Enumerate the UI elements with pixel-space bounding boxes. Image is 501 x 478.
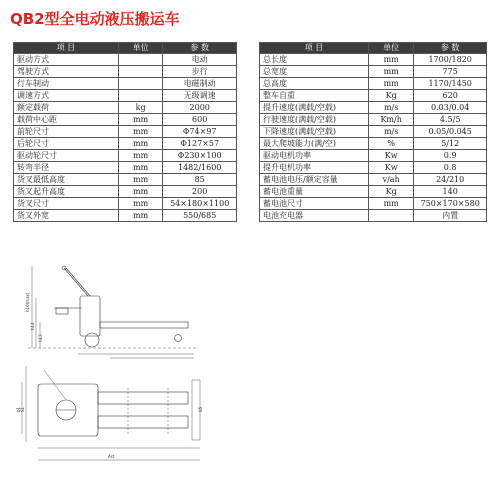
item-cell: 驱动电机功率 (260, 150, 369, 162)
side-view (28, 266, 198, 358)
value-cell: 0.05/0.045 (414, 126, 487, 138)
table-row (260, 162, 487, 174)
value-cell: Φ74×97 (163, 126, 237, 138)
item-cell: 最大爬坡能力(满/空) (260, 138, 369, 150)
item-cell: 蓄电池尺寸 (260, 198, 369, 210)
table-row (260, 198, 487, 210)
page-title: QB2型全电动液压搬运车 (10, 10, 180, 28)
item-cell: 货叉尺寸 (14, 198, 119, 210)
table-row (260, 78, 487, 90)
top-view (22, 366, 200, 460)
item-cell: 整车自重 (260, 90, 369, 102)
value-cell: 775 (414, 66, 487, 78)
value-cell: 5/12 (414, 138, 487, 150)
item-cell: 驱动方式 (14, 54, 119, 66)
column-header: 参 数 (163, 43, 237, 54)
item-cell: 总长度 (260, 54, 369, 66)
value-cell: 85 (163, 174, 237, 186)
unit-cell: m/s (368, 126, 413, 138)
table-row (14, 150, 237, 162)
item-cell: 行驶速度(满载/空载) (260, 114, 369, 126)
dim-label-h14: h14 (30, 322, 35, 330)
item-cell: 载荷中心距 (14, 114, 119, 126)
unit-cell: % (368, 138, 413, 150)
unit-cell: v/ah (368, 174, 413, 186)
item-cell: 驱动轮尺寸 (14, 150, 119, 162)
unit-cell: mm (118, 210, 163, 222)
unit-cell (368, 210, 413, 222)
table-row (260, 90, 487, 102)
table-row (14, 138, 237, 150)
dim-label-ast: Ast (108, 454, 115, 459)
value-cell: 0.8 (414, 162, 487, 174)
item-cell: 蓄电池电压/额定容量 (260, 174, 369, 186)
table-row (14, 66, 237, 78)
item-cell: 总高度 (260, 78, 369, 90)
table-row (14, 102, 237, 114)
unit-cell: mm (118, 186, 163, 198)
item-cell: 后轮尺寸 (14, 138, 119, 150)
item-cell: 货叉起升高度 (14, 186, 119, 198)
value-cell: 600 (163, 114, 237, 126)
unit-cell: Kg (368, 90, 413, 102)
value-cell: 24/210 (414, 174, 487, 186)
item-cell: 总宽度 (260, 66, 369, 78)
unit-cell: mm (368, 198, 413, 210)
value-cell: 电磁制动 (163, 78, 237, 90)
unit-cell (118, 66, 163, 78)
unit-cell: mm (118, 138, 163, 150)
left-spec-table (13, 42, 237, 222)
unit-cell: m/s (368, 102, 413, 114)
unit-cell: mm (118, 114, 163, 126)
value-cell: 550/685 (163, 210, 237, 222)
item-cell: 货叉外宽 (14, 210, 119, 222)
table-row (260, 186, 487, 198)
value-cell: 1170/1450 (414, 78, 487, 90)
table-row (14, 78, 237, 90)
value-cell: 无级调速 (163, 90, 237, 102)
dim-label-h13: h13 (38, 334, 43, 342)
table-header-row (14, 43, 237, 54)
value-cell: 1700/1820 (414, 54, 487, 66)
table-row (14, 162, 237, 174)
value-cell: 620 (414, 90, 487, 102)
item-cell: 提升速度(满载/空载) (260, 102, 369, 114)
value-cell: 2000 (163, 102, 237, 114)
value-cell: 电动 (163, 54, 237, 66)
item-cell: 下降速度(满载/空载) (260, 126, 369, 138)
right-spec-table (259, 42, 487, 222)
dim-label-b5: b5 (198, 406, 203, 412)
value-cell: 步行 (163, 66, 237, 78)
table-row (14, 90, 237, 102)
unit-cell (118, 54, 163, 66)
unit-cell: mm (368, 66, 413, 78)
column-header: 单位 (368, 43, 413, 54)
value-cell: Φ230×100 (163, 150, 237, 162)
column-header: 单位 (118, 43, 163, 54)
unit-cell: mm (118, 126, 163, 138)
unit-cell: Kw (368, 150, 413, 162)
table-row (260, 114, 487, 126)
value-cell: 4.5/5 (414, 114, 487, 126)
value-cell: 1482/1600 (163, 162, 237, 174)
table-row (14, 174, 237, 186)
dim-label-b1: b1 (16, 406, 21, 412)
table-row (260, 138, 487, 150)
table-row (260, 126, 487, 138)
dim-label-h16: h16(max) (25, 292, 30, 312)
table-row (14, 54, 237, 66)
table-row (260, 150, 487, 162)
table-row (260, 66, 487, 78)
value-cell: 140 (414, 186, 487, 198)
item-cell: 货叉最低高度 (14, 174, 119, 186)
table-row (14, 210, 237, 222)
value-cell: 内置 (414, 210, 487, 222)
item-cell: 调速方式 (14, 90, 119, 102)
item-cell: 转弯半径 (14, 162, 119, 174)
value-cell: 0.9 (414, 150, 487, 162)
unit-cell: kg (118, 102, 163, 114)
unit-cell: mm (368, 78, 413, 90)
item-cell: 额定载荷 (14, 102, 119, 114)
table-row (14, 126, 237, 138)
unit-cell: mm (118, 150, 163, 162)
table-row (260, 174, 487, 186)
unit-cell: mm (118, 174, 163, 186)
unit-cell: mm (118, 198, 163, 210)
table-row (260, 210, 487, 222)
item-cell: 前轮尺寸 (14, 126, 119, 138)
table-row (14, 198, 237, 210)
item-cell: 电池充电器 (260, 210, 369, 222)
unit-cell: Kw (368, 162, 413, 174)
table-header-row (260, 43, 487, 54)
unit-cell: mm (368, 54, 413, 66)
column-header: 项 目 (14, 43, 119, 54)
value-cell: 750×170×580 (414, 198, 487, 210)
value-cell: Φ127×57 (163, 138, 237, 150)
value-cell: 0.03/0.04 (414, 102, 487, 114)
table-row (260, 54, 487, 66)
table-row (260, 102, 487, 114)
column-header: 项 目 (260, 43, 369, 54)
column-header: 参 数 (414, 43, 487, 54)
item-cell: 驾驶方式 (14, 66, 119, 78)
item-cell: 蓄电池重量 (260, 186, 369, 198)
value-cell: 54×180×1100 (163, 198, 237, 210)
value-cell: 200 (163, 186, 237, 198)
table-row (14, 114, 237, 126)
table-row (14, 186, 237, 198)
unit-cell: Km/h (368, 114, 413, 126)
item-cell: 提升电机功率 (260, 162, 369, 174)
unit-cell (118, 78, 163, 90)
unit-cell: mm (118, 162, 163, 174)
forklift-technical-drawing (18, 262, 208, 474)
unit-cell: Kg (368, 186, 413, 198)
item-cell: 行车制动 (14, 78, 119, 90)
unit-cell (118, 90, 163, 102)
dim-label-s1: S1 (20, 406, 25, 412)
